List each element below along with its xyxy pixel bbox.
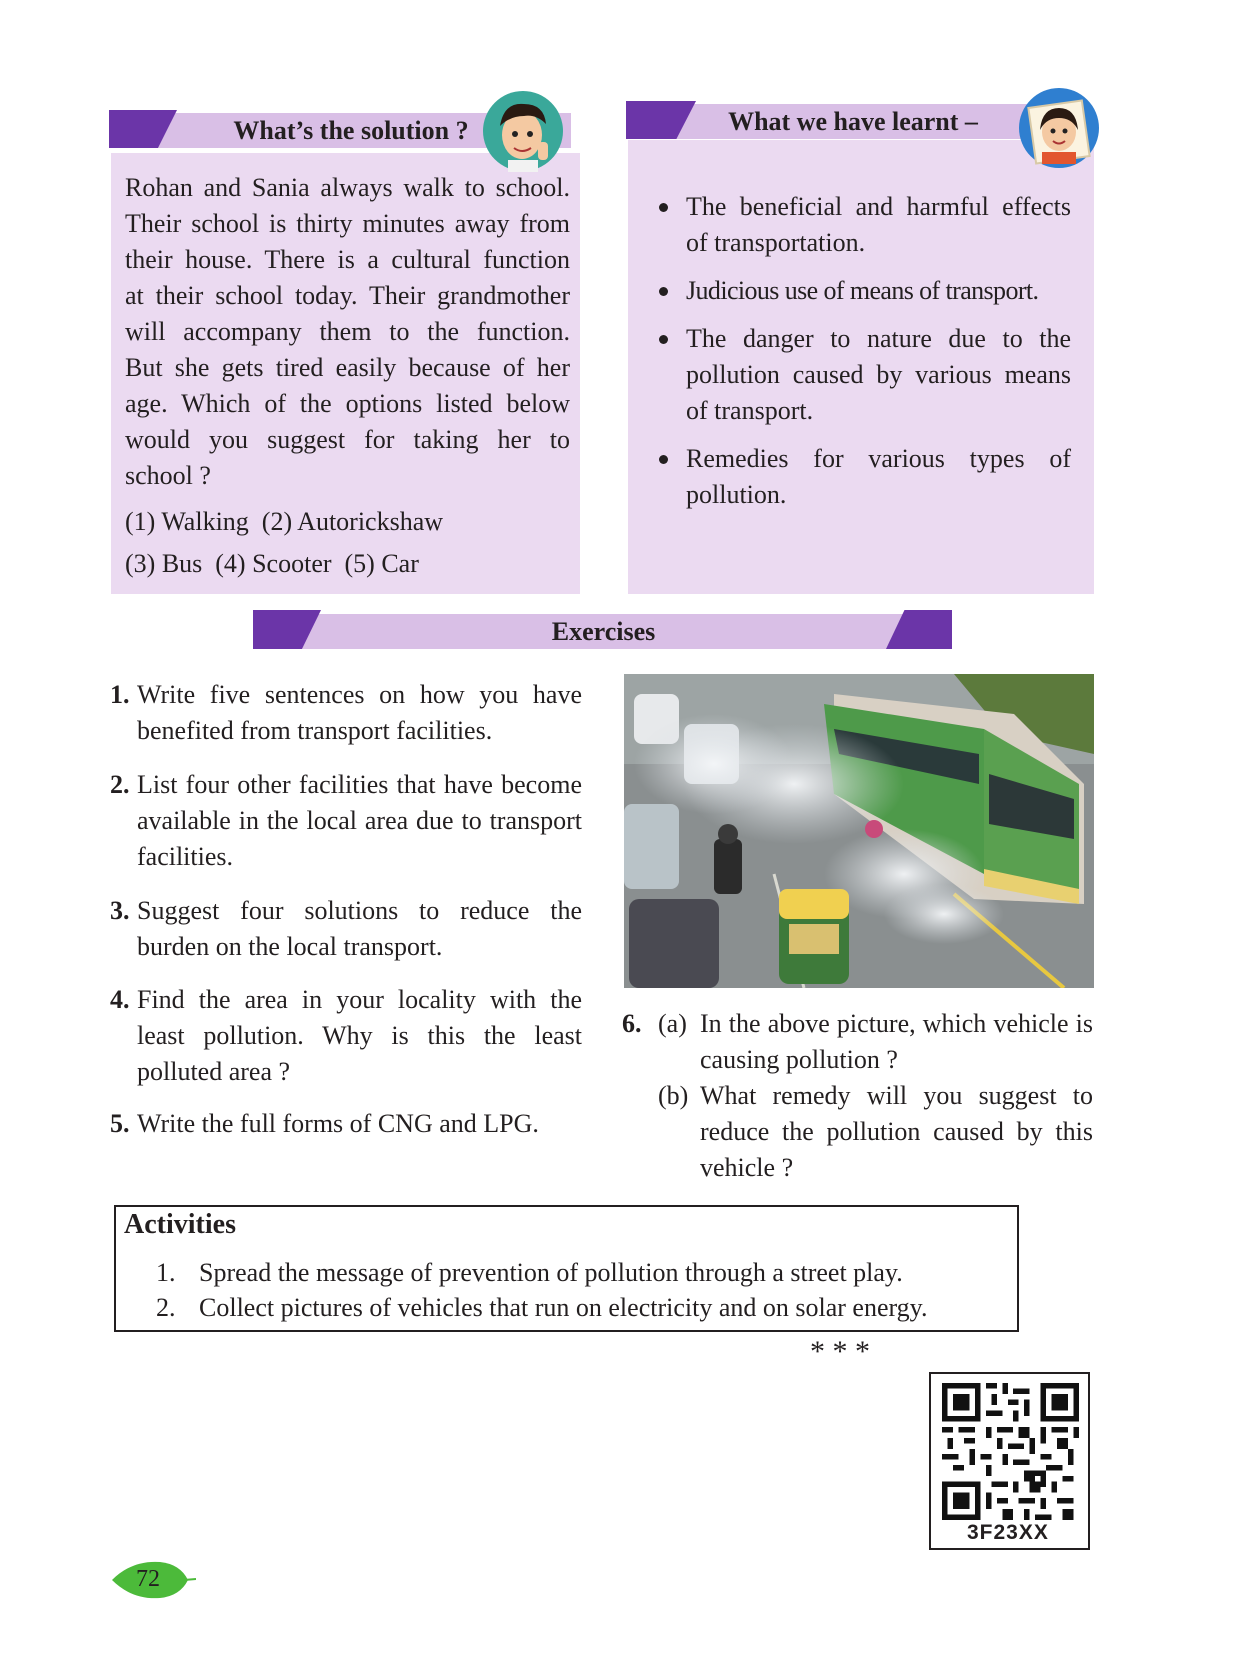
q6a-text: In the above picture, which vehicle is causing pollution ?: [700, 1009, 1093, 1074]
solution-line: at their school today. Their grandmother: [125, 281, 570, 310]
exercise-item: [110, 893, 582, 965]
exercise-text: Find the area in your locality with the least pollution. Why is this the least polluted area ?: [137, 985, 582, 1086]
activity-text: Spread the message of prevention of pollution through a street play.: [199, 1258, 903, 1287]
activities-box: [114, 1205, 1019, 1332]
end-mark: * * *: [810, 1335, 870, 1368]
solution-title: What’s the solution ?: [233, 115, 469, 145]
solution-line: Rohan and Sania always walk to school.: [125, 173, 570, 202]
solution-line: their house. There is a cultural function: [125, 245, 570, 274]
exercise-number: 4.: [110, 985, 130, 1014]
solution-line: will accompany them to the function.: [125, 317, 570, 346]
exercise-item: [110, 982, 582, 1090]
learnt-title: What we have learnt –: [728, 106, 978, 136]
exercise-number: 1.: [110, 680, 130, 709]
activity-number: 1.: [156, 1258, 176, 1287]
solution-options-2: (3) Bus (4) Scooter (5) Car: [125, 549, 419, 578]
solution-options-1: (1) Walking (2) Autorickshaw: [125, 507, 444, 536]
learnt-header: [628, 104, 1068, 139]
solution-line: age. Which of the options listed below: [125, 389, 570, 418]
exercise-number: 3.: [110, 896, 130, 925]
activity-item: [156, 1256, 903, 1290]
exercise-item: [110, 677, 582, 749]
exercise-item: [110, 1106, 582, 1142]
girl-avatar-icon: [1012, 86, 1104, 174]
activities-title: Activities: [124, 1209, 236, 1240]
exercise-number: 5.: [110, 1109, 130, 1138]
exercise-item: [110, 767, 582, 875]
exercises-title: Exercises: [551, 616, 656, 646]
exercise-text: Suggest four solutions to reduce the burden on the local transport.: [137, 896, 582, 961]
learnt-item-text: The danger to nature due to the pollution caused by various means of transport.: [686, 324, 1071, 425]
exercise-text: Write the full forms of CNG and LPG.: [137, 1109, 539, 1138]
exercise-text: Write five sentences on how you have benefited from transport facilities.: [137, 680, 582, 745]
qr-code-icon: [942, 1383, 1079, 1520]
activity-number: 2.: [156, 1293, 176, 1322]
exercises-header: [255, 614, 952, 649]
learnt-list: [651, 189, 1071, 525]
learnt-item: [651, 321, 1071, 429]
solution-line: school ?: [125, 461, 211, 490]
learnt-item-text: Remedies for various types of pollution.: [686, 444, 1071, 509]
solution-line: Their school is thirty minutes away from: [125, 209, 570, 238]
bullet-icon: [659, 335, 668, 344]
boy-avatar-icon: [478, 88, 568, 174]
page-number-leaf: [110, 1560, 196, 1600]
exercise-number: 2.: [110, 770, 130, 799]
bullet-icon: [659, 287, 668, 296]
bullet-icon: [659, 203, 668, 212]
q6a-label: (a): [658, 1009, 687, 1038]
solution-line: But she gets tired easily because of her: [125, 353, 570, 382]
activity-item: [156, 1291, 927, 1325]
traffic-pollution-photo: [624, 674, 1094, 988]
exercise-text: List four other facilities that have become available in the local area due to transport facilities.: [137, 770, 582, 871]
solution-text: [125, 170, 570, 582]
exercise-number: 6.: [622, 1009, 642, 1038]
qr-code-box: [929, 1372, 1090, 1550]
q6b-label: (b): [658, 1081, 689, 1110]
q6b-text: What remedy will you suggest to reduce the pollution caused by this vehicle ?: [700, 1081, 1093, 1182]
solution-line: would you suggest for taking her to: [125, 425, 570, 454]
activity-text: Collect pictures of vehicles that run on electricity and on solar energy.: [199, 1293, 928, 1322]
learnt-item: [651, 189, 1071, 261]
page-number: 72: [136, 1566, 160, 1592]
learnt-item-text: Judicious use of means of transport.: [686, 276, 1039, 305]
learnt-item-text: The beneficial and harmful effects of transportation.: [686, 192, 1071, 257]
learnt-item: [651, 441, 1071, 513]
qr-code-label: 3F23XX: [967, 1521, 1049, 1544]
learnt-item: [651, 273, 1071, 309]
bullet-icon: [659, 455, 668, 464]
